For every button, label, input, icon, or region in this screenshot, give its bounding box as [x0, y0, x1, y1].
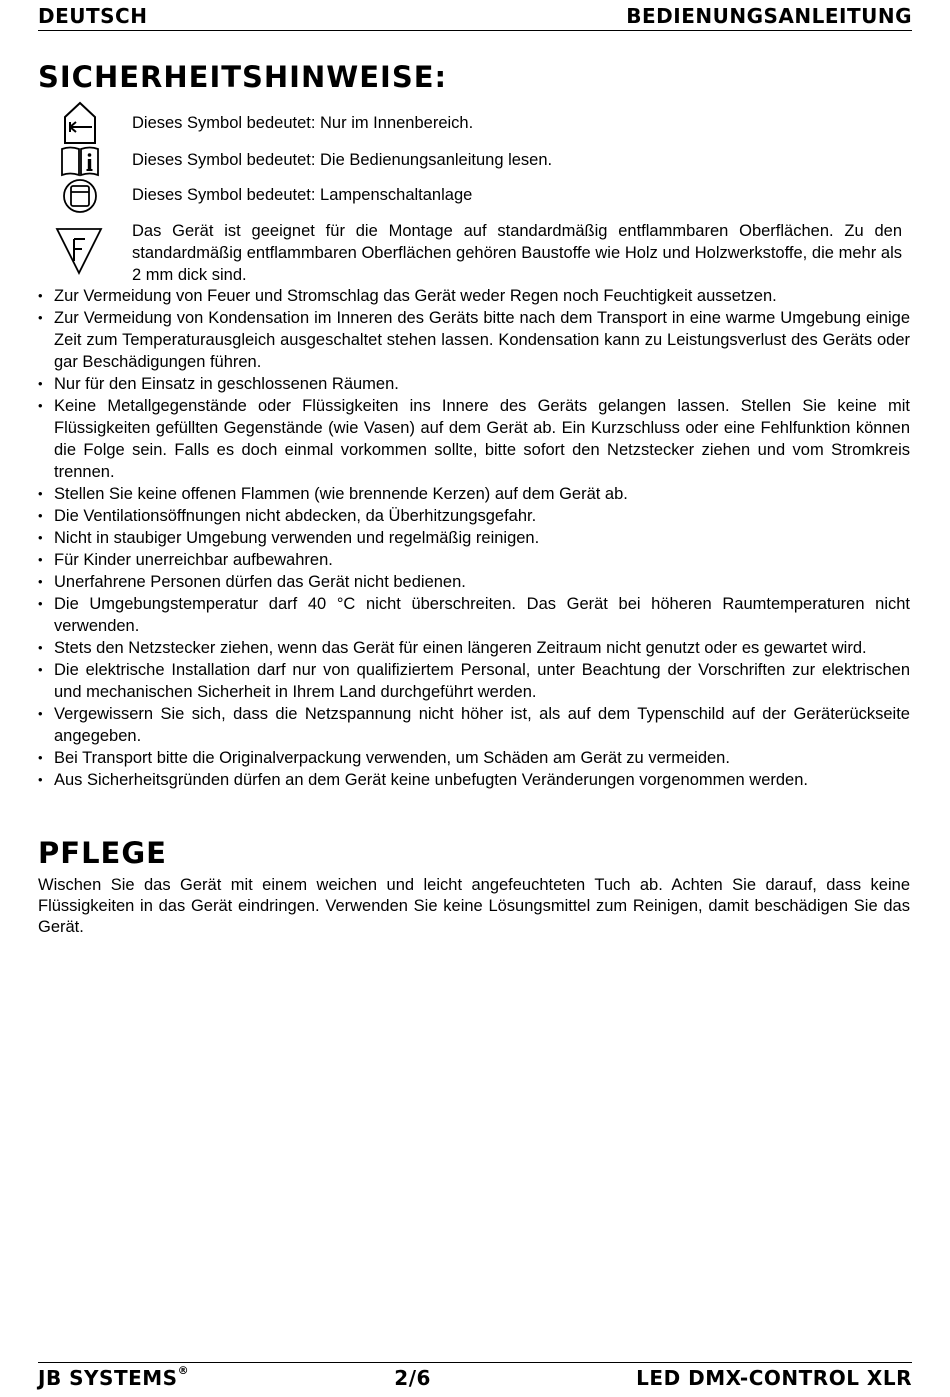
safety-item: • Die Ventilationsöffnungen nicht abdecken, da Überhitzungsgefahr.	[38, 505, 910, 527]
footer-product: LED DMX-CONTROL XLR	[636, 1366, 912, 1390]
safety-item: • Nicht in staubiger Umgebung verwenden und regelmäßig reinigen.	[38, 527, 910, 549]
safety-item: • Die Umgebungstemperatur darf 40 °C nicht überschreiten. Das Gerät bei höheren Raumtemperaturen nicht verwenden.	[38, 593, 910, 637]
registered-mark: ®	[177, 1364, 190, 1377]
header-language: DEUTSCH	[38, 4, 148, 28]
footer-brand	[38, 1366, 189, 1390]
read-manual-icon	[60, 145, 100, 177]
safety-item: • Stellen Sie keine offenen Flammen (wie brennende Kerzen) auf dem Gerät ab.	[38, 483, 910, 505]
safety-item: • Für Kinder unerreichbar aufbewahren.	[38, 549, 910, 571]
brand-name: JB SYSTEMS	[38, 1366, 178, 1390]
safety-item: • Bei Transport bitte die Originalverpackung verwenden, um Schäden am Gerät zu vermeiden.	[38, 747, 910, 769]
safety-item: • Vergewissern Sie sich, dass die Netzspannung nicht höher ist, als auf dem Typenschild auf der Geräterückseite angegeben.	[38, 703, 910, 747]
safety-list	[38, 285, 910, 791]
symbol-indoor-text: Dieses Symbol bedeutet: Nur im Innenbereich.	[132, 114, 474, 132]
indoor-use-icon	[62, 101, 98, 145]
safety-item: • Zur Vermeidung von Feuer und Stromschlag das Gerät weder Regen noch Feuchtigkeit aussetzen.	[38, 285, 910, 307]
safety-list-container	[38, 285, 910, 791]
safety-item: • Stets den Netzstecker ziehen, wenn das Gerät für einen längeren Zeitraum nicht genutzt oder es gewartet wird.	[38, 637, 910, 659]
safety-title: SICHERHEITSHINWEISE:	[38, 60, 448, 94]
page-footer	[38, 1362, 912, 1393]
care-text: Wischen Sie das Gerät mit einem weichen und leicht angefeuchteten Tuch ab. Achten Sie darauf, dass keine Flüssigkeiten in das Gerät eindringen. Verwenden Sie keine Lösungsmittel zum Reinigen, damit beschädigen Sie das Gerät.	[38, 876, 910, 936]
page-header	[38, 0, 912, 31]
safety-item: • Die elektrische Installation darf nur von qualifiziertem Personal, unter Beachtung der Vorschriften zur elektrischen und mechanischen Sicherheit in Ihrem Land durchgeführt werden.	[38, 659, 910, 703]
page-number: 2/6	[394, 1366, 431, 1390]
symbol-lamp-text: Dieses Symbol bedeutet: Lampenschaltanlage	[132, 186, 473, 204]
flammable-surface-text: Das Gerät ist geeignet für die Montage auf standardmäßig entflammbaren Oberflächen. Zu den standardmäßig entflammbaren Oberflächen gehören Baustoffe wie Holz und Holzwerkstoffe, die mehr als 2 mm dick sind.	[132, 222, 902, 284]
safety-item: • Nur für den Einsatz in geschlossenen Räumen.	[38, 373, 910, 395]
safety-item: • Unerfahrene Personen dürfen das Gerät nicht bedienen.	[38, 571, 910, 593]
safety-item: • Zur Vermeidung von Kondensation im Inneren des Geräts bitte nach dem Transport in eine warme Umgebung einige Zeit zum Temperaturausgleich ausgeschaltet stehen lassen. Kondensation kann zu Leistungsverlust des Geräts oder gar Beschädigungen führen.	[38, 307, 910, 373]
symbol-manual-text: Dieses Symbol bedeutet: Die Bedienungsanleitung lesen.	[132, 151, 553, 169]
lamp-switch-icon	[62, 177, 98, 215]
safety-item: • Keine Metallgegenstände oder Flüssigkeiten ins Innere des Geräts gelangen lassen. Stellen Sie keine mit Flüssigkeiten gefüllten Gegenstände (wie Vasen) auf dem Gerät ab. Ein Kurzschluss oder eine Fehlfunktion können die Folge sein. Falls es doch einmal vorkommen sollte, bitte sofort den Netzstecker ziehen und vom Stromkreis trennen.	[38, 395, 910, 483]
care-title: PFLEGE	[38, 836, 167, 870]
safety-item: • Aus Sicherheitsgründen dürfen an dem Gerät keine unbefugten Veränderungen vorgenommen werden.	[38, 769, 910, 791]
header-doc-type: BEDIENUNGSANLEITUNG	[626, 4, 912, 28]
flammable-surface-icon	[54, 224, 104, 276]
